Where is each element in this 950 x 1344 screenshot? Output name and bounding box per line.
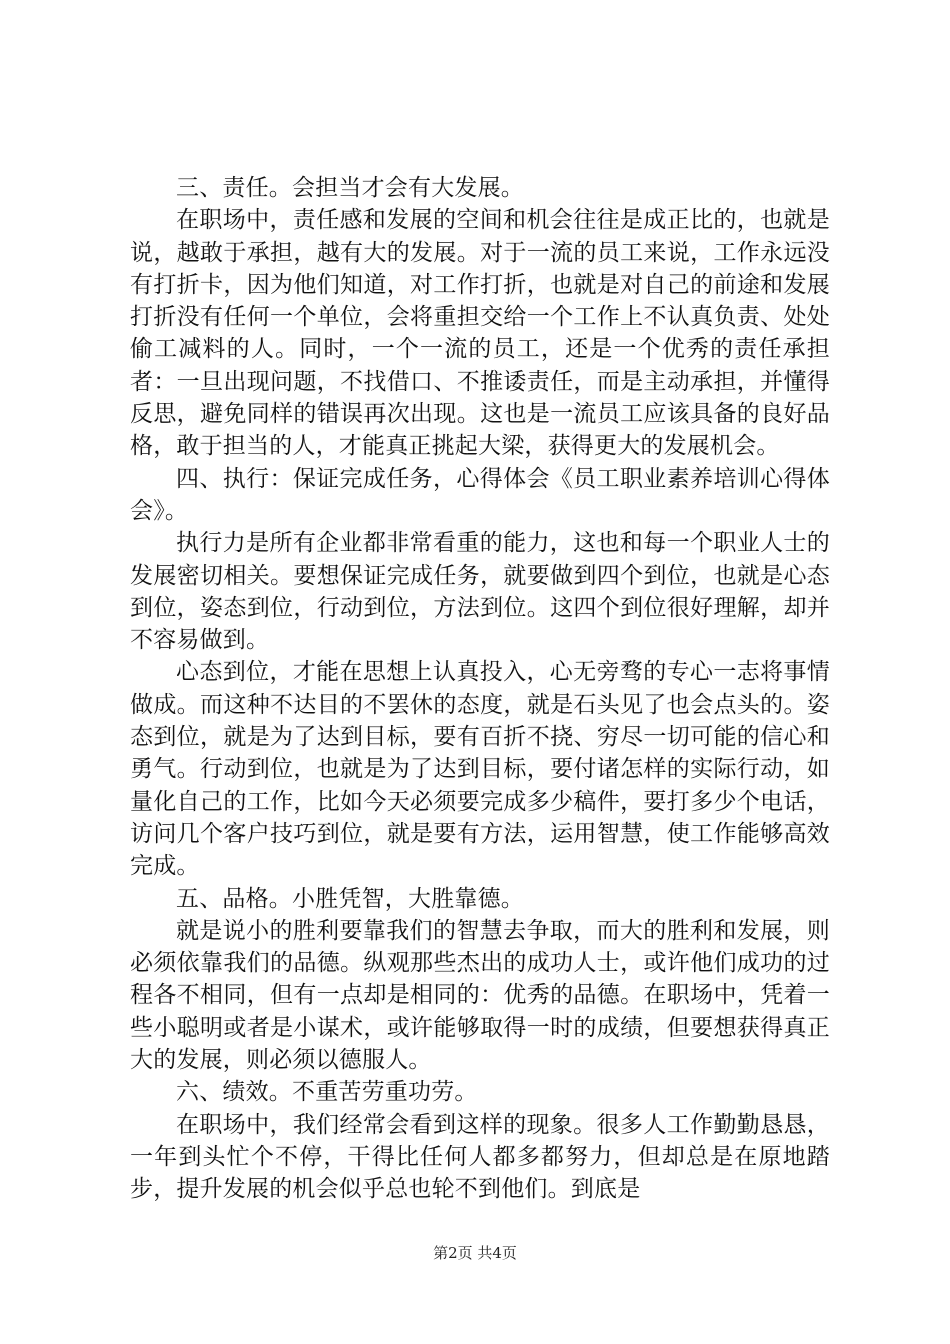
section-heading-responsibility: 三、责任。会担当才会有大发展。 [176,175,524,201]
paragraph-execution: 执行力是所有企业都非常看重的能力，这也和每一个职业人士的发展密切相关。要想保证完成任务，就要做到四个到位，也就是心态到位，姿态到位，行动到位，方法到位。这四个到位很好理解，却并不容易做到。 [130,530,830,654]
section-heading-execution: 四、执行：保证完成任务，心得体会《员工职业素养培训心得体会》。 [130,465,830,524]
paragraph-character: 就是说小的胜利要靠我们的智慧去争取，而大的胜利和发展，则必须依靠我们的品德。纵观那些杰出的成功人士，或许他们成功的过程各不相同，但有一点却是相同的：优秀的品德。在职场中，凭着一些小聪明或者是小谋术，或许能够取得一时的成绩，但要想获得真正大的发展，则必须以德服人。 [130,917,830,1074]
paragraph-four-in-place: 心态到位，才能在思想上认真投入，心无旁骛的专心一志将事情做成。而这种不达目的不罢休的态度，就是石头见了也会点头的。姿态到位，就是为了达到目标，要有百折不挠、穷尽一切可能的信心和勇气。行动到位，也就是为了达到目标，要付诸怎样的实际行动，如量化自己的工作，比如今天必须要完成多少稿件，要打多少个电话，访问几个客户技巧到位，就是要有方法，运用智慧，使工作能够高效完成。 [130,659,830,880]
section-heading-character: 五、品格。小胜凭智，大胜靠德。 [176,885,524,912]
section-heading-performance: 六、绩效。不重苦劳重功劳。 [176,1079,478,1106]
page-footer: 第2页 共4页 [433,1244,517,1262]
document-body [130,172,830,1206]
paragraph-responsibility: 在职场中，责任感和发展的空间和机会往往是成正比的，也就是说，越敢于承担，越有大的发展。对于一流的员工来说，工作永远没有打折卡，因为他们知道，对工作打折，也就是对自己的前途和发展打折没有任何一个单位，会将重担交给一个工作上不认真负责、处处偷工减料的人。同时，一个一流的员工，还是一个优秀的责任承担者：一旦出现问题，不找借口、不推诿责任，而是主动承担，并懂得反思，避免同样的错误再次出现。这也是一流员工应该具备的良好品格，敢于担当的人，才能真正挑起大梁，获得更大的发展机会。 [130,207,830,460]
paragraph-performance: 在职场中，我们经常会看到这样的现象。很多人工作勤勤恳恳，一年到头忙个不停，干得比任何人都多都努力，但却总是在原地踏步，提升发展的机会似乎总也轮不到他们。到底是 [130,1111,830,1203]
